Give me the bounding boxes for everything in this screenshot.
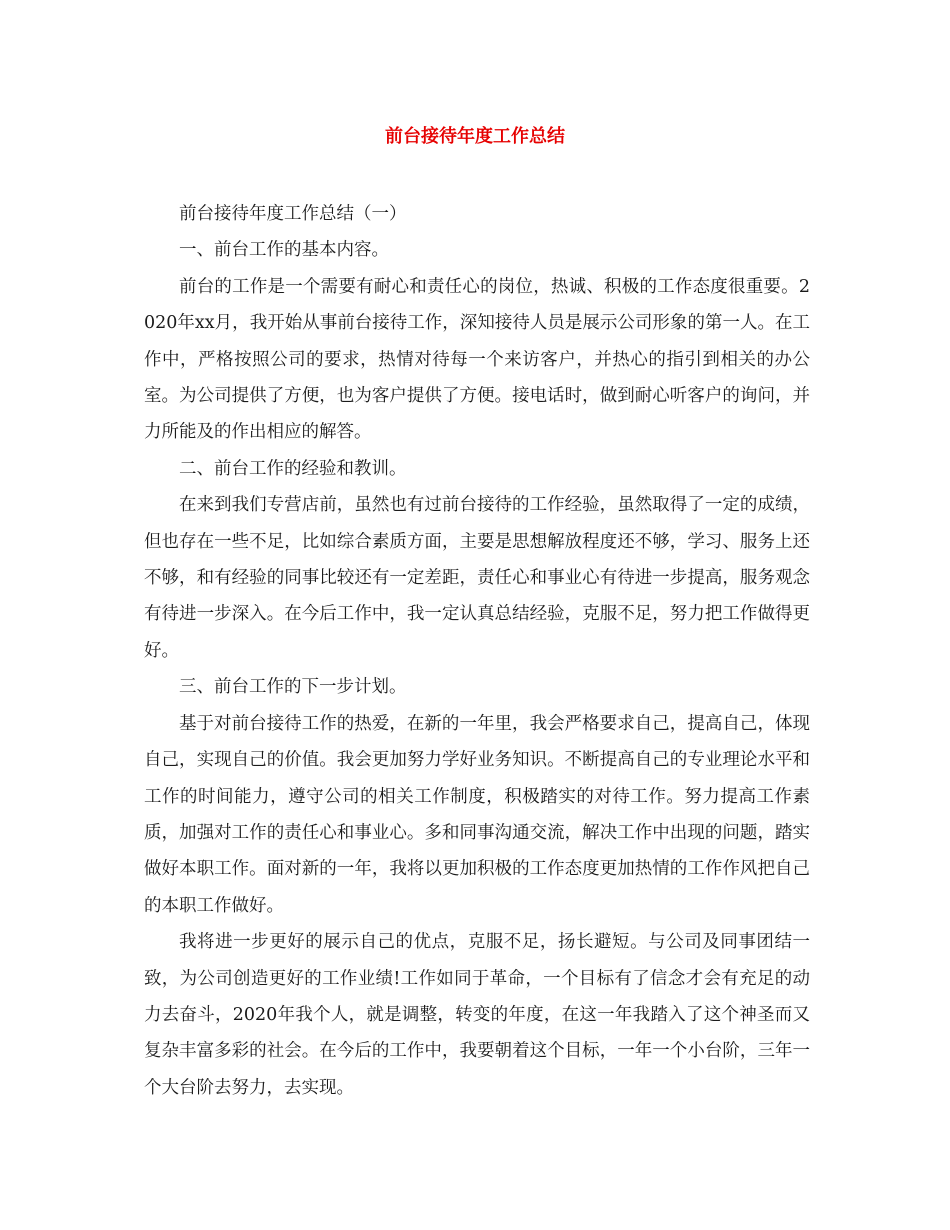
paragraph: 基于对前台接待工作的热爱，在新的一年里，我会严格要求自己，提高自己，体现自己，实现自己的价值。我会更加努力学好业务知识。不断提高自己的专业理论水平和工作的时间能力，遵守公司的相关工作制度，积极踏实的对待工作。努力提高工作素质，加强对工作的责任心和事业心。多和同事沟通交流，解决工作中出现的问题，踏实做好本职工作。面对新的一年，我将以更加积极的工作态度更加热情的工作作风把自己的本职工作做好。 xyxy=(144,713,810,916)
section-heading-1: 一、前台工作的基本内容。 xyxy=(179,240,389,261)
document-title: 前台接待年度工作总结 xyxy=(385,126,565,147)
paragraph: 前台的工作是一个需要有耐心和责任心的岗位，热诚、积极的工作态度很重要。2020年xx月，我开始从事前台接待工作，深知接待人员是展示公司形象的第一人。在工作中，严格按照公司的要求，热情对待每一个来访客户，并热心的指引到相关的办公室。为公司提供了方便，也为客户提供了方便。接电话时，做到耐心听客户的询问，并力所能及的作出相应的解答。 xyxy=(144,276,810,443)
subtitle-paragraph: 前台接待年度工作总结（一） xyxy=(179,204,407,224)
paragraph: 在来到我们专营店前，虽然也有过前台接待的工作经验，虽然取得了一定的成绩，但也存在一些不足，比如综合素质方面，主要是思想解放程度还不够，学习、服务上还不够，和有经验的同事比较还有一定差距，责任心和事业心有待进一步提高，服务观念有待进一步深入。在今后工作中，我一定认真总结经验，克服不足，努力把工作做得更好。 xyxy=(144,495,810,661)
paragraph: 我将进一步更好的展示自己的优点，克服不足，扬长避短。与公司及同事团结一致，为公司创造更好的工作业绩!工作如同于革命，一个目标有了信念才会有充足的动力去奋斗，2020年我个人，就是调整，转变的年度，在这一年我踏入了这个神圣而又复杂丰富多彩的社会。在今后的工作中，我要朝着这个目标，一年一个小台阶，三年一个大台阶去努力，去实现。 xyxy=(144,932,810,1098)
section-heading-3: 三、前台工作的下一步计划。 xyxy=(179,677,407,698)
section-heading-2: 二、前台工作的经验和教训。 xyxy=(179,458,407,479)
document-body xyxy=(144,196,810,1106)
